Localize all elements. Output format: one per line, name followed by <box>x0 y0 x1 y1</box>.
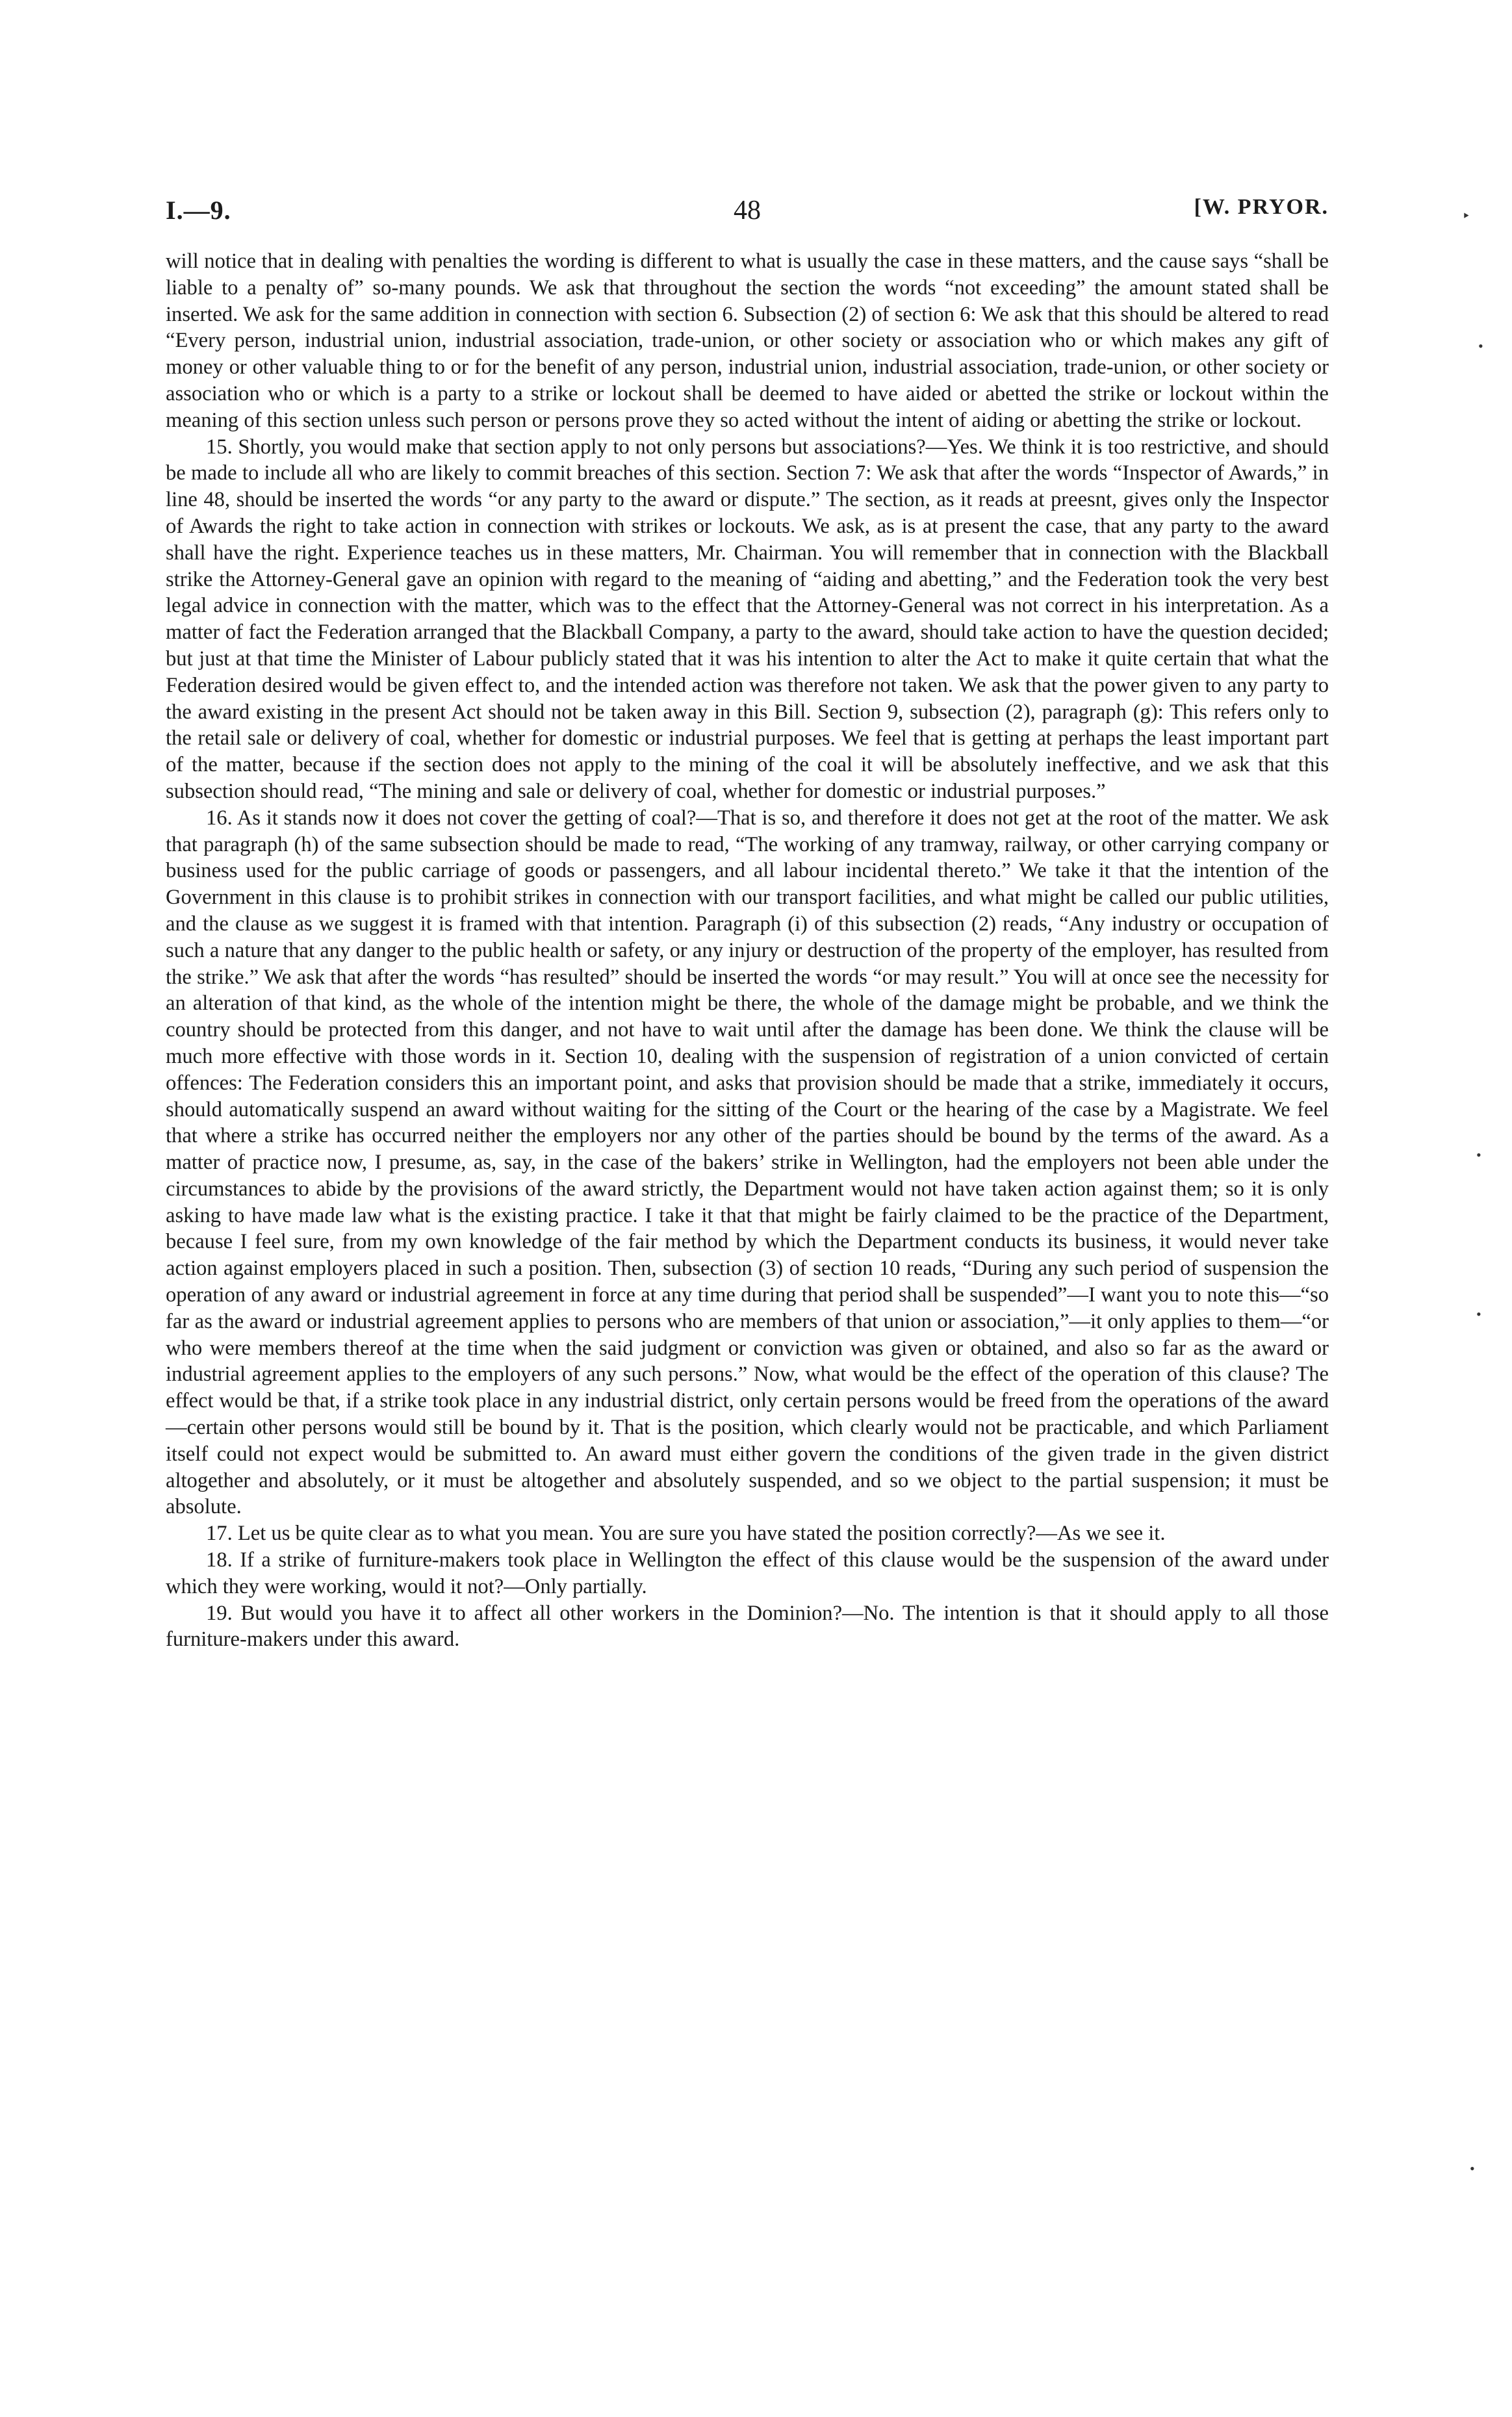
paragraph-continuation: will notice that in dealing with penalties the wording is different to what is usually the case in these matters, and the cause says “shall be liable to a penalty of” so-many pounds. We ask that throughout the section the words “not exceeding” the amount stated shall be inserted. We ask for the same addition in connection with section 6. Subsection (2) of section 6: We ask that this should be altered to read “Every person, industrial union, industrial association, trade-union, or other society or association who or which makes any gift of money or other valuable thing to or for the benefit of any person, industrial union, industrial association, trade-union, or other society or association who or which is a party to a strike or lockout shall be deemed to have aided or abetted the strike or lockout within the meaning of this section unless such person or persons prove they so acted without the intent of aiding or abetting the strike or lockout. <box>166 249 1329 432</box>
paragraph-18: 18. If a strike of furniture-makers took place in Wellington the effect of this clause would be the suspension of the award under which they were working, would it not?—Only partially. <box>166 1548 1329 1598</box>
document-reference: I.—9. <box>166 196 231 225</box>
body-text <box>166 248 1329 1653</box>
paragraph-16: 16. As it stands now it does not cover the getting of coal?—That is so, and therefore it does not get at the root of the matter. We ask that paragraph (h) of the same subsection should be made to read, “The working of any tramway, railway, or other carrying company or business used for the public carriage of goods or passengers, and all labour incidental thereto.” We take it that the intention of the Government in this clause is to prohibit strikes in connection with our transport facilities, and what might be called our public utilities, and the clause as we suggest it is framed with that intention. Paragraph (i) of this subsection (2) reads, “Any industry or occupation of such a nature that any danger to the public health or safety, or any injury or destruction of the property of the employer, has resulted from the strike.” We ask that after the words “has resulted” should be inserted the words “or may result.” You will at once see the necessity for an alteration of that kind, as the whole of the intention might be there, the whole of the damage might be probable, and we think the country should be protected from this danger, and not have to wait until after the damage has been done. We think the clause will be much more effective with those words in it. Section 10, dealing with the suspension of registration of a union convicted of certain offences: The Federation considers this an important point, and asks that provision should be made that a strike, immediately it occurs, should automatically suspend an award without waiting for the sitting of the Court or the hearing of the case by a Magistrate. We feel that where a strike has occurred neither the employers nor any other of the parties should be bound by the terms of the award. As a matter of practice now, I presume, as, say, in the case of the bakers’ strike in Wellington, had the employers not been able under the circumstances to abide by the provisions of the award strictly, the Department would not have taken action against them; so it is only asking to have made law what is the existing practice. I take it that that might be fairly claimed to be the practice of the Department, because I feel sure, from my own knowledge of the fair method by which the Department conducts its business, it would never take action against employers placed in such a position. Then, subsection (3) of section 10 reads, “During any such period of suspension the operation of any award or industrial agreement in force at any time during that period shall be suspended”—I want you to note this—“so far as the award or industrial agreement applies to persons who are members of that union or association,”—it only applies to them—“or who were members thereof at the time when the said judgment or conviction was given or obtained, and also so far as the award or industrial agreement applies to the employers of any such persons.” Now, what would be the effect of the operation of this clause? The effect would be that, if a strike took place in any industrial district, only certain persons would be freed from the operations of the award—certain other persons would still be bound by it. That is the position, which clearly would not be practicable, and which Parliament itself could not expect would be submitted to. An award must either govern the conditions of the given trade in the given district altogether and absolutely, or it must be altogether and absolutely suspended, and so we object to the partial suspension; it must be absolute. <box>166 806 1329 1519</box>
margin-mark: • <box>1470 2160 1475 2177</box>
page-number: 48 <box>734 196 761 225</box>
margin-mark: ‣ <box>1462 208 1470 224</box>
paragraph-19: 19. But would you have it to affect all other workers in the Dominion?—No. The intention is that it should apply to all those furniture-makers under this award. <box>166 1601 1329 1652</box>
margin-mark: • <box>1476 1147 1481 1163</box>
paragraph-17: 17. Let us be quite clear as to what you mean. You are sure you have stated the position correctly?—As we see it. <box>206 1522 1166 1546</box>
page-header <box>166 195 1329 234</box>
margin-mark: • <box>1476 1306 1481 1322</box>
margin-mark: • <box>1478 338 1483 354</box>
paragraph-15: 15. Shortly, you would make that section apply to not only persons but associations?—Yes. We think it is too restrictive, and should be made to include all who are likely to commit breaches of this section. Section 7: We ask that after the words “Inspector of Awards,” in line 48, should be inserted the words “or any party to the award or dispute.” The section, as it reads at preesnt, gives only the Inspector of Awards the right to take action in connection with strikes or lockouts. We ask, as is at present the case, that any party to the award shall have the right. Experience teaches us in these matters, Mr. Chairman. You will remember that in connection with the Blackball strike the Attorney-General gave an opinion with regard to the meaning of “aiding and abetting,” and the Federation took the very best legal advice in connection with the matter, which was to the effect that the Attorney-General was not correct in his interpretation. As a matter of fact the Federation arranged that the Blackball Company, a party to the award, should take action to have the question decided; but just at that time the Minister of Labour publicly stated that it was his intention to alter the Act to make it quite certain that what the Federation desired would be given effect to, and the intended action was therefore not taken. We ask that the power given to any party to the award existing in the present Act should not be taken away in this Bill. Section 9, subsection (2), paragraph (g): This refers only to the retail sale or delivery of coal, whether for domestic or industrial purposes. We feel that is getting at perhaps the least important part of the matter, because if the section does not apply to the mining of the coal it will be absolutely ineffective, and we ask that this subsection should read, “The mining and sale or delivery of coal, whether for domestic or industrial purposes.” <box>166 435 1329 803</box>
witness-name: [W. PRYOR. <box>1194 195 1329 219</box>
